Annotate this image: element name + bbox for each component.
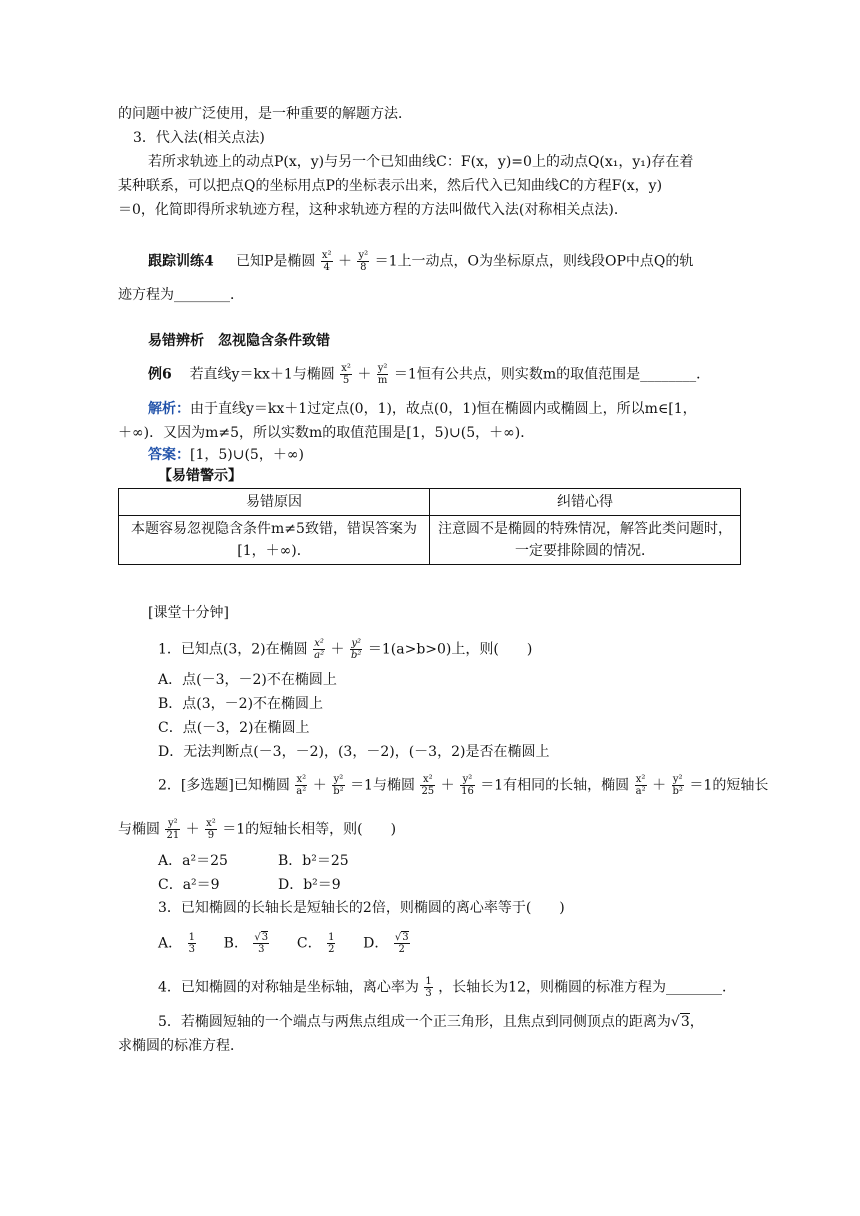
example-6: 例6 若直线y＝kx＋1与椭圆 $\frac{\text{x²}}{5}$ ＋ $\frac{\text{y²}}{m}$ ＝1恒有公共点，则实数m的取值范围是________． [148, 363, 711, 386]
error-table [118, 488, 741, 565]
training-text-b: ＝1上一动点，O为坐标原点，则线段OP中点Q的轨 [374, 253, 694, 270]
training-text-a: 已知P是椭圆 [236, 253, 316, 270]
fraction: $\frac{\text{y²}}{\text{b²}}$ [333, 774, 344, 797]
table-cell: 注意圆不是椭圆的特殊情况，解答此类问题时，一定要排除圆的情况． [430, 516, 741, 565]
answer-label: 答案： [148, 447, 190, 463]
fraction: $\frac{\text{x²}}{9}$ [206, 818, 216, 841]
fraction: $\frac{\text{y²}}{\text{b²}}$ [672, 774, 683, 797]
q1-option-d: D．无法判断点(－3，－2)，(3，－2)，(－3，2)是否在椭圆上 [158, 744, 550, 760]
intro-line-2: 若所求轨迹上的动点P(x，y)与另一个已知曲线C：F(x，y)=0上的动点Q(x₁，y₁)存在着 [148, 154, 694, 170]
example-label: 例6 [148, 366, 172, 383]
q1-option-a: A．点(－3，－2)不在椭圆上 [158, 672, 337, 688]
table-row [119, 516, 741, 565]
q3-option-d: $\frac{√3}{2}$ [394, 932, 409, 955]
question-5: 5．若椭圆短轴的一个端点与两焦点组成一个正三角形，且焦点到同侧顶点的距离为√3， [158, 1014, 704, 1030]
table-header-cell: 易错原因 [119, 489, 430, 516]
q2-option-b: B．b²＝25 [278, 853, 349, 869]
analysis-line-1: 解析：由于直线y＝kx＋1过定点(0，1)，故点(0，1)恒在椭圆内或椭圆上，所以m∈[1， [148, 401, 697, 417]
question-5-line-2: 求椭圆的标准方程． [118, 1038, 244, 1054]
fraction: $\frac{\text{y²}}{16}$ [461, 774, 474, 797]
fraction: $\frac{\text{x²}}{5}$ [341, 363, 351, 386]
question-2: 2．[多选题]已知椭圆 $\frac{\text{x²}}{\text{a²}}$ ＋ $\frac{\text{y²}}{\text{b²}}$ ＝1与椭圆 $\frac{\text{x²}}{25}$ ＋ $\frac{\text{y²}}{16}$ ＝1有相同的长轴，椭圆 $\frac{\text{x²}}{\text{a²}}$ ＋ $\frac{\text{y²}}{\text{b²}}$ ＝1的短轴长 [158, 774, 769, 797]
analysis-line-2: ＋∞)．又因为m≠5，所以实数m的取值范围是[1，5)∪(5，＋∞)． [118, 425, 535, 441]
fraction: $\frac{1}{3}$ [425, 976, 432, 999]
question-1: 1．已知点(3，2)在椭圆 $\frac{\text{x²}}{\text{a²}}$ ＋ $\frac{\text{y²}}{\text{b²}}$ ＝1(a>b>0)上，则( ) [158, 638, 533, 661]
intro-line-1: 的问题中被广泛使用，是一种重要的解题方法． [118, 106, 412, 122]
table-header-row [119, 489, 741, 516]
exercises-title: [课堂十分钟] [148, 605, 229, 621]
table-header-cell: 纠错心得 [430, 489, 741, 516]
analysis-label: 解析： [148, 401, 190, 417]
intro-line-4: ＝0，化简即得所求轨迹方程，这种求轨迹方程的方法叫做代入法(对称相关点法)． [118, 202, 628, 218]
fraction: $\frac{\text{x²}}{\text{a²}}$ [296, 774, 307, 797]
question-4: 4．已知椭圆的对称轴是坐标轴，离心率为 $\frac{1}{3}$ ，长轴长为12，则椭圆的标准方程为________． [158, 976, 737, 999]
question-3: 3．已知椭圆的长轴长是短轴长的2倍，则椭圆的离心率等于( ) [158, 900, 565, 916]
question-2-line-2: 与椭圆 $\frac{\text{y²}}{21}$ ＋ $\frac{\text{x²}}{9}$ ＝1的短轴长相等，则( ) [118, 818, 397, 841]
training-line-2: 迹方程为________． [118, 287, 244, 303]
table-cell: 本题容易忽视隐含条件m≠5致错，错误答案为[1，＋∞)． [119, 516, 430, 565]
q1-option-b: B．点(3，－2)不在椭圆上 [158, 696, 324, 712]
fraction: $\frac{\text{x²}}{\text{a²}}$ [314, 638, 325, 661]
q3-option-a: $\frac{1}{3}$ [188, 932, 195, 955]
intro-line-3: 某种联系，可以把点Q的坐标用点P的坐标表示出来，然后代入已知曲线C的方程F(x，y) [118, 178, 663, 194]
q2-option-a: A．a²＝25 [158, 853, 228, 869]
fraction: $\frac{\text{y²}}{8}$ [358, 250, 369, 273]
error-section-title: 易错辨析 忽视隐含条件致错 [148, 333, 330, 349]
fraction: $\frac{\text{y²}}{\text{b²}}$ [351, 638, 362, 661]
fraction: $\frac{\text{x²}}{\text{a²}}$ [635, 774, 646, 797]
training-label: 跟踪训练4 [148, 253, 214, 270]
q3-option-c: $\frac{1}{2}$ [328, 932, 335, 955]
q2-option-c: C．a²＝9 [158, 877, 220, 893]
warning-title: 【易错警示】 [158, 468, 242, 484]
fraction: $\frac{\text{y²}}{21}$ [166, 818, 180, 841]
q3-options: A． $\frac{1}{3}$ B． $\frac{√3}{3}$ C． $\frac{1}{2}$ D． $\frac{√3}{2}$ [158, 932, 409, 955]
fraction: $\frac{\text{x²}}{4}$ [321, 250, 332, 273]
answer-line: 答案：[1，5)∪(5，＋∞) [148, 447, 304, 463]
method-title: 3．代入法(相关点法) [133, 130, 265, 146]
q2-option-d: D．b²＝9 [278, 877, 341, 893]
training-question: 跟踪训练4 已知P是椭圆 $\frac{\text{x²}}{4}$ ＋ $\frac{\text{y²}}{8}$ ＝1上一动点，O为坐标原点，则线段OP中点Q的轨 [148, 250, 694, 273]
fraction: $\frac{\text{x²}}{25}$ [421, 774, 435, 797]
fraction: $\frac{\text{y²}}{m}$ [377, 363, 388, 386]
q1-option-c: C．点(－3，2)在椭圆上 [158, 720, 310, 736]
q3-option-b: $\frac{√3}{3}$ [254, 932, 269, 955]
